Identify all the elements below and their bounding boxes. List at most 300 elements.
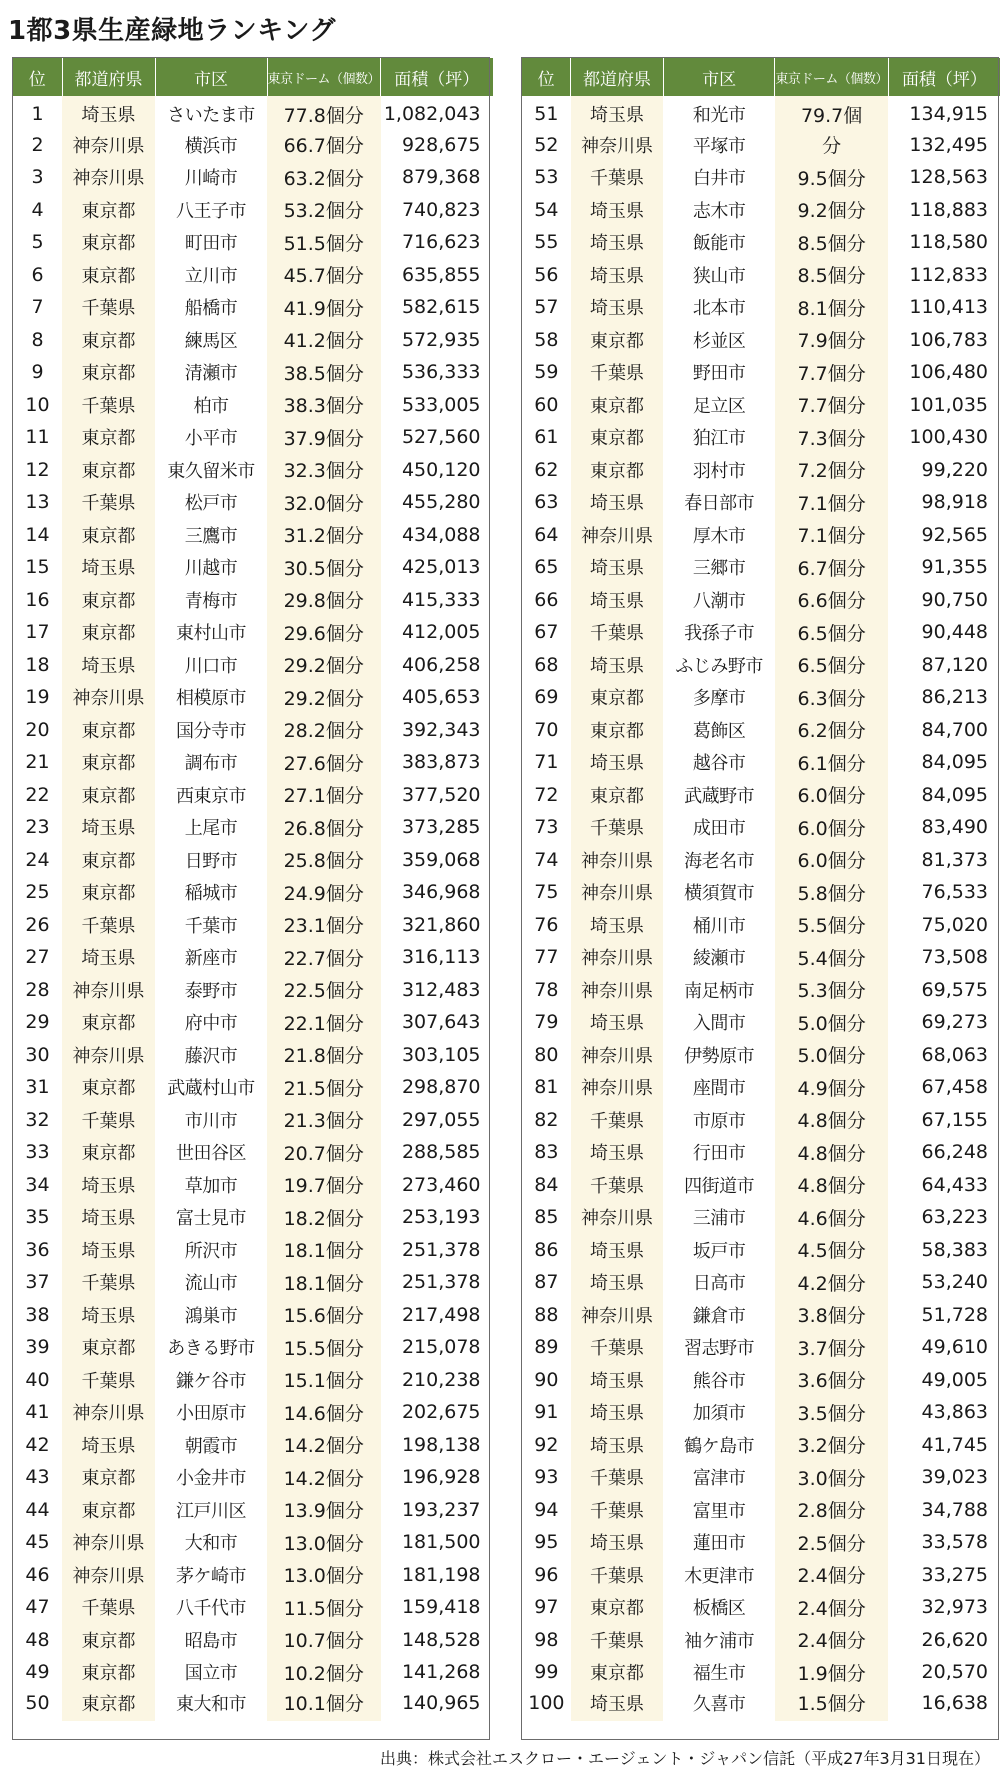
city-cell: 木更津市 — [684, 1565, 755, 1587]
table-row — [522, 811, 1000, 844]
prefecture-cell: 神奈川県 — [571, 129, 664, 162]
rank-cell: 5 — [31, 231, 44, 254]
ranking-table-left — [13, 58, 493, 1721]
dome-count-cell: 2.8個分 — [775, 1494, 889, 1527]
prefecture-cell: 東京都 — [62, 584, 155, 617]
table-row — [522, 1559, 1000, 1592]
city-cell: 国分寺市 — [176, 720, 246, 742]
dome-count-cell: 24.9個分 — [267, 876, 381, 909]
table-row — [13, 421, 493, 454]
area-cell: 455,280 — [401, 491, 481, 514]
prefecture-cell: 千葉県 — [62, 1591, 155, 1624]
table-row — [522, 1656, 1000, 1689]
city-cell: 座間市 — [692, 1078, 746, 1100]
table-header-row — [13, 58, 493, 96]
area-cell: 740,823 — [401, 198, 481, 221]
area-cell: 106,783 — [909, 328, 988, 351]
prefecture-cell: 埼玉県 — [571, 291, 664, 324]
city-cell: 入間市 — [692, 1013, 746, 1035]
table-row — [13, 1071, 493, 1104]
dome-count-cell: 32.3個分 — [267, 454, 381, 487]
dome-count-cell: 37.9個分 — [267, 421, 381, 454]
prefecture-cell: 千葉県 — [62, 1104, 155, 1137]
table-row — [522, 519, 1000, 552]
area-cell: 716,623 — [401, 231, 481, 254]
area-cell: 16,638 — [921, 1691, 988, 1714]
area-cell: 90,448 — [921, 621, 988, 644]
city-cell: 八千代市 — [176, 1598, 246, 1620]
rank-cell: 91 — [534, 1401, 559, 1424]
page-title: 1都3県生産緑地ランキング — [8, 16, 336, 46]
dome-count-cell: 66.7個分 — [267, 129, 381, 162]
area-cell: 26,620 — [921, 1628, 988, 1651]
city-cell: 昭島市 — [184, 1630, 238, 1652]
table-row — [522, 779, 1000, 812]
city-cell: 桶川市 — [692, 915, 746, 937]
area-cell: 140,965 — [401, 1691, 481, 1714]
city-cell: 市川市 — [184, 1110, 238, 1132]
dome-count-cell: 6.7個分 — [775, 551, 889, 584]
table-row — [522, 746, 1000, 779]
city-cell: 富里市 — [692, 1500, 746, 1522]
city-cell: 草加市 — [184, 1175, 238, 1197]
rank-cell: 95 — [534, 1531, 559, 1554]
area-cell: 67,458 — [921, 1076, 988, 1099]
area-cell: 32,973 — [921, 1596, 988, 1619]
city-cell: 鴻巣市 — [184, 1305, 238, 1327]
rank-cell: 72 — [534, 783, 559, 806]
dome-count-cell: 5.5個分 — [775, 909, 889, 942]
table-row — [522, 649, 1000, 682]
table-row — [522, 1234, 1000, 1267]
table-row — [522, 454, 1000, 487]
table-row — [522, 941, 1000, 974]
city-cell: 袖ケ浦市 — [684, 1630, 755, 1652]
prefecture-cell: 千葉県 — [571, 811, 664, 844]
city-cell: 船橋市 — [184, 298, 238, 320]
city-cell: 飯能市 — [692, 233, 746, 255]
dome-count-cell: 7.7個分 — [775, 356, 889, 389]
city-cell: 大和市 — [184, 1533, 238, 1555]
rank-cell: 94 — [534, 1498, 559, 1521]
area-cell: 253,193 — [401, 1206, 481, 1229]
prefecture-cell: 神奈川県 — [62, 1396, 155, 1429]
rank-cell: 45 — [25, 1531, 50, 1554]
table-row — [522, 324, 1000, 357]
dome-count-cell: 7.3個分 — [775, 421, 889, 454]
rank-cell: 16 — [25, 588, 50, 611]
area-cell: 76,533 — [921, 881, 988, 904]
prefecture-cell: 東京都 — [571, 324, 664, 357]
dome-count-cell: 77.8個分 — [267, 96, 381, 129]
table-row — [522, 1461, 1000, 1494]
rank-cell: 11 — [25, 426, 50, 449]
table-row — [522, 1689, 1000, 1722]
area-cell: 298,870 — [401, 1076, 481, 1099]
area-cell: 39,023 — [921, 1466, 988, 1489]
rank-cell: 97 — [534, 1596, 559, 1619]
area-cell: 307,643 — [401, 1011, 481, 1034]
rank-cell: 80 — [534, 1043, 559, 1066]
rank-cell: 4 — [31, 198, 44, 221]
table-row — [13, 974, 493, 1007]
table-row — [522, 1169, 1000, 1202]
table-row — [522, 876, 1000, 909]
area-cell: 112,833 — [909, 263, 988, 286]
rank-cell: 79 — [534, 1011, 559, 1034]
city-cell: 鎌倉市 — [692, 1305, 746, 1327]
rank-cell: 93 — [534, 1466, 559, 1489]
table-row — [522, 1331, 1000, 1364]
rank-cell: 35 — [25, 1206, 50, 1229]
header-city: 市区 — [155, 58, 267, 96]
rank-cell: 68 — [534, 653, 559, 676]
area-cell: 51,728 — [921, 1303, 988, 1326]
table-row — [13, 551, 493, 584]
area-cell: 297,055 — [401, 1108, 481, 1131]
prefecture-cell: 埼玉県 — [62, 1169, 155, 1202]
table-row — [13, 1461, 493, 1494]
area-cell: 346,968 — [401, 881, 481, 904]
dome-count-cell: 14.2個分 — [267, 1429, 381, 1462]
dome-count-cell: 4.8個分 — [775, 1169, 889, 1202]
city-cell: 日高市 — [692, 1273, 746, 1295]
rank-cell: 2 — [31, 133, 44, 156]
dome-count-cell: 29.8個分 — [267, 584, 381, 617]
prefecture-cell: 東京都 — [62, 779, 155, 812]
area-cell: 450,120 — [401, 458, 481, 481]
table-row — [522, 1071, 1000, 1104]
table-row — [13, 1201, 493, 1234]
dome-count-cell: 4.9個分 — [775, 1071, 889, 1104]
city-cell: 江戸川区 — [176, 1500, 246, 1522]
prefecture-cell: 埼玉県 — [62, 1234, 155, 1267]
rank-cell: 54 — [534, 198, 559, 221]
dome-count-cell: 10.2個分 — [267, 1656, 381, 1689]
area-cell: 533,005 — [401, 393, 481, 416]
rank-cell: 96 — [534, 1563, 559, 1586]
rank-cell: 26 — [25, 913, 50, 936]
table-row — [522, 1039, 1000, 1072]
prefecture-cell: 埼玉県 — [571, 649, 664, 682]
rank-cell: 81 — [534, 1076, 559, 1099]
rank-cell: 76 — [534, 913, 559, 936]
area-cell: 87,120 — [921, 653, 988, 676]
prefecture-cell: 東京都 — [571, 681, 664, 714]
area-cell: 434,088 — [401, 523, 481, 546]
area-cell: 53,240 — [921, 1271, 988, 1294]
rank-cell: 62 — [534, 458, 559, 481]
prefecture-cell: 神奈川県 — [62, 1039, 155, 1072]
table-row — [522, 1104, 1000, 1137]
rank-cell: 87 — [534, 1271, 559, 1294]
area-cell: 392,343 — [401, 718, 481, 741]
dome-count-cell: 5.8個分 — [775, 876, 889, 909]
dome-count-cell: 4.2個分 — [775, 1266, 889, 1299]
rank-cell: 1 — [31, 103, 44, 126]
table-row — [13, 291, 493, 324]
prefecture-cell: 東京都 — [62, 1006, 155, 1039]
city-cell: 平塚市 — [692, 135, 746, 157]
rank-cell: 23 — [25, 816, 50, 839]
prefecture-cell: 東京都 — [62, 1071, 155, 1104]
prefecture-cell: 埼玉県 — [571, 259, 664, 292]
dome-count-cell: 2.4個分 — [775, 1624, 889, 1657]
prefecture-cell: 埼玉県 — [62, 1201, 155, 1234]
prefecture-cell: 埼玉県 — [571, 226, 664, 259]
dome-count-cell: 3.0個分 — [775, 1461, 889, 1494]
table-row — [13, 1299, 493, 1332]
prefecture-cell: 埼玉県 — [571, 1006, 664, 1039]
rank-cell: 31 — [25, 1076, 50, 1099]
rank-cell: 43 — [25, 1466, 50, 1489]
dome-count-cell: 6.5個分 — [775, 649, 889, 682]
prefecture-cell: 千葉県 — [571, 1169, 664, 1202]
dome-count-cell: 7.7個分 — [775, 389, 889, 422]
dome-count-cell: 51.5個分 — [267, 226, 381, 259]
area-cell: 373,285 — [401, 816, 481, 839]
area-cell: 69,273 — [921, 1011, 988, 1034]
dome-count-cell: 4.8個分 — [775, 1104, 889, 1137]
prefecture-cell: 東京都 — [62, 616, 155, 649]
prefecture-cell: 東京都 — [62, 356, 155, 389]
table-row — [13, 1624, 493, 1657]
city-cell: 海老名市 — [684, 850, 755, 872]
dome-count-cell: 2.4個分 — [775, 1559, 889, 1592]
city-cell: 清瀬市 — [184, 363, 238, 385]
area-cell: 316,113 — [401, 946, 481, 969]
dome-count-cell: 6.3個分 — [775, 681, 889, 714]
rank-cell: 60 — [534, 393, 559, 416]
table-row — [13, 356, 493, 389]
city-cell: 東久留米市 — [167, 460, 255, 482]
table-row — [13, 1006, 493, 1039]
table-row — [522, 1201, 1000, 1234]
city-cell: さいたま市 — [167, 105, 255, 127]
city-cell: 羽村市 — [692, 460, 746, 482]
area-cell: 412,005 — [401, 621, 481, 644]
dome-count-cell: 79.7個 — [775, 96, 889, 129]
area-cell: 582,615 — [401, 296, 481, 319]
area-cell: 251,378 — [401, 1271, 481, 1294]
header-prefecture: 都道府県 — [62, 58, 155, 96]
table-row — [13, 746, 493, 779]
table-row — [522, 1591, 1000, 1624]
prefecture-cell: 東京都 — [62, 519, 155, 552]
area-cell: 63,223 — [921, 1206, 988, 1229]
area-cell: 91,355 — [921, 556, 988, 579]
dome-count-cell: 8.1個分 — [775, 291, 889, 324]
rank-cell: 75 — [534, 881, 559, 904]
table-row — [522, 1364, 1000, 1397]
area-cell: 193,237 — [401, 1498, 481, 1521]
rank-cell: 7 — [31, 296, 44, 319]
rank-cell: 82 — [534, 1108, 559, 1131]
prefecture-cell: 神奈川県 — [571, 1071, 664, 1104]
rank-cell: 14 — [25, 523, 50, 546]
table-row — [522, 1624, 1000, 1657]
area-cell: 67,155 — [921, 1108, 988, 1131]
table-row — [13, 194, 493, 227]
rank-cell: 67 — [534, 621, 559, 644]
table-row — [522, 129, 1000, 162]
prefecture-cell: 埼玉県 — [571, 96, 664, 129]
dome-count-cell: 27.6個分 — [267, 746, 381, 779]
prefecture-cell: 東京都 — [62, 324, 155, 357]
area-cell: 134,915 — [909, 103, 988, 126]
rank-cell: 77 — [534, 946, 559, 969]
city-cell: 川口市 — [184, 655, 238, 677]
prefecture-cell: 埼玉県 — [62, 649, 155, 682]
city-cell: 行田市 — [692, 1143, 746, 1165]
city-cell: 日野市 — [184, 850, 238, 872]
area-cell: 425,013 — [401, 556, 481, 579]
table-row — [522, 844, 1000, 877]
dome-count-cell: 29.2個分 — [267, 681, 381, 714]
dome-count-cell: 5.4個分 — [775, 941, 889, 974]
prefecture-cell: 千葉県 — [62, 1266, 155, 1299]
area-cell: 49,610 — [921, 1336, 988, 1359]
table-row — [522, 226, 1000, 259]
table-row — [13, 876, 493, 909]
rank-cell: 27 — [25, 946, 50, 969]
city-cell: 八王子市 — [176, 200, 246, 222]
city-cell: 国立市 — [184, 1663, 238, 1685]
prefecture-cell: 東京都 — [571, 779, 664, 812]
city-cell: 久喜市 — [692, 1693, 746, 1715]
rank-cell: 34 — [25, 1173, 50, 1196]
prefecture-cell: 千葉県 — [571, 1494, 664, 1527]
table-row — [13, 1559, 493, 1592]
prefecture-cell: 東京都 — [62, 844, 155, 877]
area-cell: 415,333 — [401, 588, 481, 611]
rank-cell: 57 — [534, 296, 559, 319]
table-row — [522, 584, 1000, 617]
dome-count-cell: 23.1個分 — [267, 909, 381, 942]
prefecture-cell: 東京都 — [571, 421, 664, 454]
rank-cell: 52 — [534, 133, 559, 156]
rank-cell: 53 — [534, 166, 559, 189]
rank-cell: 17 — [25, 621, 50, 644]
area-cell: 33,578 — [921, 1531, 988, 1554]
area-cell: 64,433 — [921, 1173, 988, 1196]
prefecture-cell: 神奈川県 — [571, 876, 664, 909]
rank-cell: 28 — [25, 978, 50, 1001]
rank-cell: 56 — [534, 263, 559, 286]
table-row — [522, 259, 1000, 292]
city-cell: 新座市 — [184, 948, 238, 970]
prefecture-cell: 神奈川県 — [571, 974, 664, 1007]
prefecture-cell: 神奈川県 — [62, 974, 155, 1007]
source-note: 出典：株式会社エスクロー・エージェント・ジャパン信託（平成27年3月31日現在） — [380, 1749, 990, 1768]
area-cell: 210,238 — [401, 1368, 481, 1391]
table-row — [13, 1234, 493, 1267]
dome-count-cell: 7.9個分 — [775, 324, 889, 357]
table-row — [522, 421, 1000, 454]
header-area: 面積（坪） — [888, 58, 1000, 96]
table-row — [13, 681, 493, 714]
dome-count-cell: 7.1個分 — [775, 519, 889, 552]
prefecture-cell: 埼玉県 — [571, 1136, 664, 1169]
dome-count-cell: 18.1個分 — [267, 1234, 381, 1267]
table-row — [13, 389, 493, 422]
dome-count-cell: 4.8個分 — [775, 1136, 889, 1169]
dome-count-cell: 14.6個分 — [267, 1396, 381, 1429]
rank-cell: 86 — [534, 1238, 559, 1261]
area-cell: 215,078 — [401, 1336, 481, 1359]
prefecture-cell: 埼玉県 — [571, 584, 664, 617]
prefecture-cell: 東京都 — [62, 1136, 155, 1169]
city-cell: 三浦市 — [692, 1208, 746, 1230]
area-cell: 406,258 — [401, 653, 481, 676]
city-cell: 厚木市 — [692, 525, 746, 547]
dome-count-cell: 4.5個分 — [775, 1234, 889, 1267]
area-cell: 81,373 — [921, 848, 988, 871]
prefecture-cell: 埼玉県 — [62, 1299, 155, 1332]
area-cell: 86,213 — [921, 686, 988, 709]
prefecture-cell: 埼玉県 — [62, 96, 155, 129]
rank-cell: 12 — [25, 458, 50, 481]
rank-cell: 58 — [534, 328, 559, 351]
table-row — [522, 291, 1000, 324]
city-cell: 板橋区 — [692, 1598, 746, 1620]
dome-count-cell: 15.6個分 — [267, 1299, 381, 1332]
city-cell: 青梅市 — [184, 590, 238, 612]
prefecture-cell: 東京都 — [62, 876, 155, 909]
table-row — [522, 681, 1000, 714]
city-cell: 世田谷区 — [176, 1143, 246, 1165]
city-cell: 八潮市 — [692, 590, 746, 612]
city-cell: 東村山市 — [176, 623, 246, 645]
prefecture-cell: 埼玉県 — [571, 909, 664, 942]
area-cell: 1,082,043 — [383, 103, 481, 126]
city-cell: 相模原市 — [176, 688, 246, 710]
prefecture-cell: 東京都 — [62, 421, 155, 454]
table-row — [13, 1526, 493, 1559]
area-cell: 66,248 — [921, 1141, 988, 1164]
dome-count-cell: 3.6個分 — [775, 1364, 889, 1397]
city-cell: 春日部市 — [684, 493, 755, 515]
prefecture-cell: 千葉県 — [571, 161, 664, 194]
dome-count-cell: 6.0個分 — [775, 844, 889, 877]
table-row — [13, 519, 493, 552]
rank-cell: 70 — [534, 718, 559, 741]
rank-cell: 49 — [25, 1661, 50, 1684]
table-row — [522, 1136, 1000, 1169]
area-cell: 101,035 — [909, 393, 988, 416]
header-rank: 位 — [522, 58, 571, 96]
table-row — [522, 909, 1000, 942]
city-cell: 白井市 — [692, 168, 746, 190]
area-cell: 90,750 — [921, 588, 988, 611]
area-cell: 128,563 — [909, 166, 988, 189]
dome-count-cell: 3.7個分 — [775, 1331, 889, 1364]
ranking-table-right — [522, 58, 1000, 1721]
dome-count-cell: 18.1個分 — [267, 1266, 381, 1299]
table-row — [522, 1526, 1000, 1559]
city-cell: 朝霞市 — [184, 1435, 238, 1457]
rank-cell: 90 — [534, 1368, 559, 1391]
city-cell: 茅ケ崎市 — [176, 1565, 246, 1587]
prefecture-cell: 神奈川県 — [62, 681, 155, 714]
rank-cell: 99 — [534, 1661, 559, 1684]
prefecture-cell: 埼玉県 — [571, 1266, 664, 1299]
rank-cell: 73 — [534, 816, 559, 839]
city-cell: 葛飾区 — [692, 720, 746, 742]
dome-count-cell: 8.5個分 — [775, 259, 889, 292]
dome-count-cell: 22.7個分 — [267, 941, 381, 974]
city-cell: 狛江市 — [692, 428, 746, 450]
